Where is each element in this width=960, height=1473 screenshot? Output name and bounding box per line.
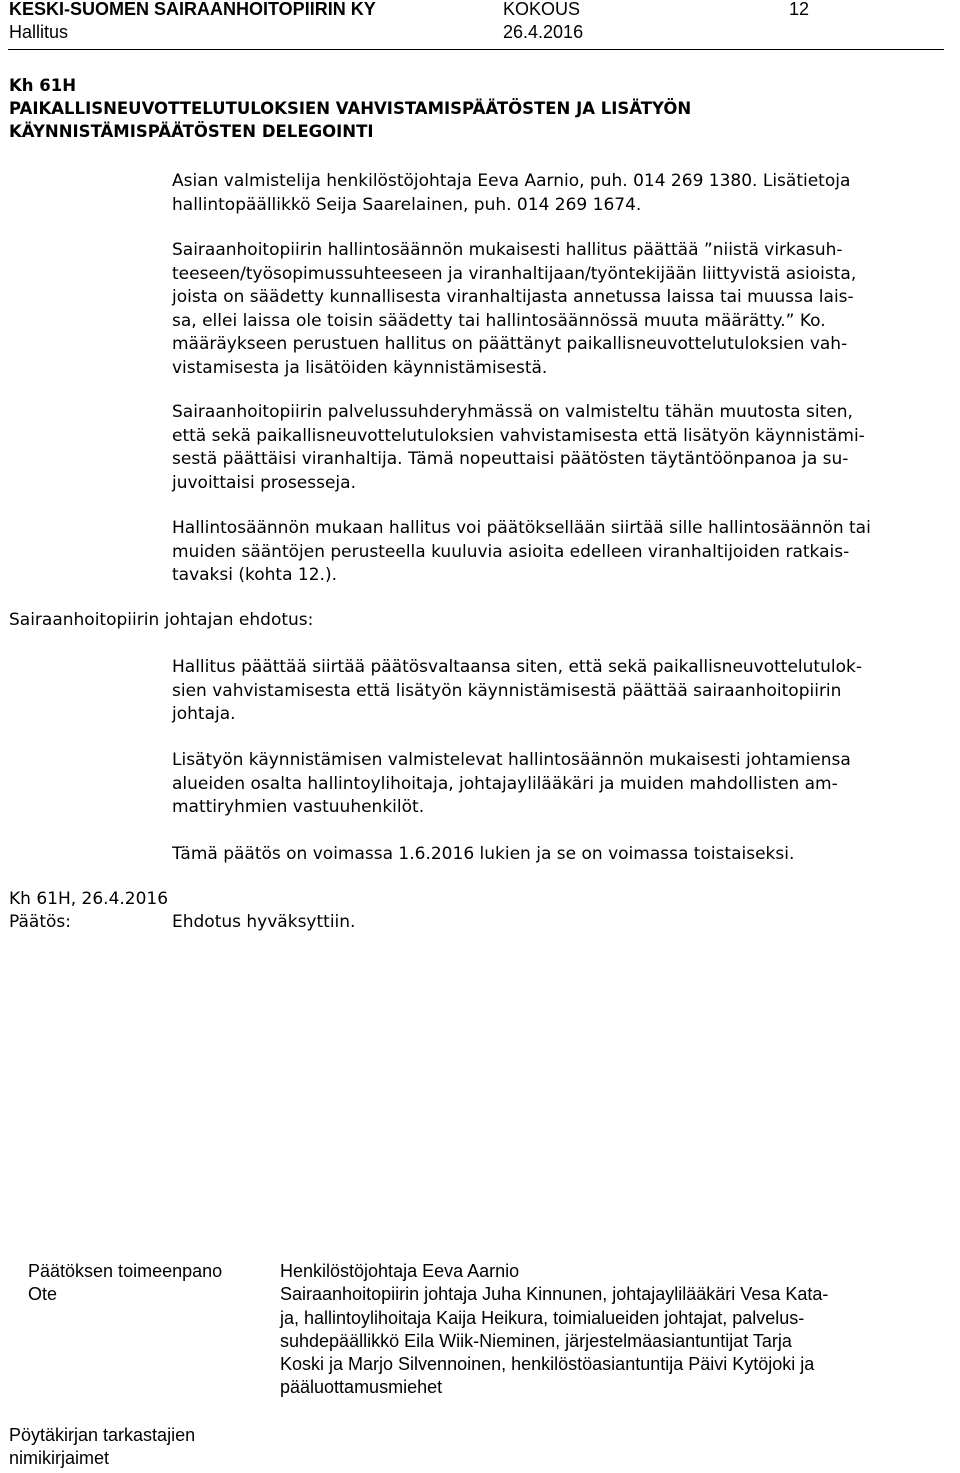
decision-reference: Kh 61H, 26.4.2016 (9, 889, 169, 909)
text-line: sien vahvistamisesta että lisätyön käynnistämisestä päättää sairaanhoitopiirin (172, 680, 842, 701)
text-line: suhdepäällikkö Eila Wiik-Nieminen, järjestelmäasiantuntijat Tarja (280, 1330, 792, 1351)
text-line: Lisätyön käynnistämisen valmistelevat hallintosäännön mukaisesti johtamiensa (172, 750, 851, 770)
text-line: joista on säädetty kunnallisesta viranhaltijasta annetussa laissa tai muussa lais- (172, 287, 854, 307)
section-title-line-1: PAIKALLISNEUVOTTELUTULOKSIEN VAHVISTAMISPÄÄTÖSTEN JA LISÄTYÖN (9, 99, 692, 118)
text-line: että sekä paikallisneuvottelutuloksien vahvistamisesta että lisätyön käynnistämi- (172, 425, 865, 446)
text-line: juvoittaisi prosesseja. (172, 472, 356, 493)
paragraph-preparation (172, 401, 960, 495)
implementation-recipients (280, 1260, 828, 1400)
text-line: muiden sääntöjen perusteella kuuluvia asioita edelleen viranhaltijoiden ratkais- (172, 541, 850, 562)
text-line: Koski ja Marjo Silvennoinen, henkilöstöasiantuntija Päivi Kytöjoki ja (280, 1354, 815, 1375)
proposal-label: Sairaanhoitopiirin johtajan ehdotus: (9, 610, 314, 630)
text-line: Pöytäkirjan tarkastajien (9, 1425, 196, 1445)
paragraph-delegation (172, 517, 960, 588)
reviewers-initials-label (9, 1424, 195, 1471)
text-line: sestä päättäisi viranhaltija. Tämä nopeuttaisi päätösten täytäntöönpanoa ja su- (172, 449, 849, 469)
text-line: nimikirjaimet (9, 1448, 110, 1469)
preparer-info (172, 170, 960, 217)
paragraph-regulation (172, 239, 960, 380)
text-line: tavaksi (kohta 12.). (172, 565, 337, 585)
text-line: Ote (28, 1284, 58, 1305)
text-line: hallintopäällikkö Seija Saarelainen, puh. 014 269 1674. (172, 194, 642, 215)
proposal-paragraph-1 (172, 656, 960, 727)
decision-text: Ehdotus hyväksyttiin. (172, 912, 356, 932)
section-title-line-2: KÄYNNISTÄMISPÄÄTÖSTEN DELEGOINTI (9, 122, 374, 141)
text-line: Hallitus päättää siirtää päätösvaltaansa siten, että sekä paikallisneuvottelutulok- (172, 657, 862, 677)
proposal-paragraph-2 (172, 749, 960, 820)
text-line: määräykseen perustuen hallitus on päättänyt paikallisneuvottelutuloksien vah- (172, 334, 848, 354)
text-line: Hallintosäännön mukaan hallitus voi päätöksellään siirtää sille hallintosäännön tai (172, 518, 871, 538)
text-line: sa, ellei laissa ole toisin säädetty tai hallintosäännössä muuta määrätty.” Ko. (172, 310, 826, 331)
text-line: Henkilöstöjohtaja Eeva Aarnio (280, 1261, 520, 1281)
text-line: ja, hallintoylihoitaja Kaija Heikura, toimialueiden johtajat, palvelus- (280, 1307, 805, 1328)
meeting-type: KOKOUS (503, 0, 581, 19)
text-line: Tämä päätös on voimassa 1.6.2016 lukien ja se on voimassa toistaiseksi. (172, 844, 795, 864)
text-line: Sairaanhoitopiirin hallintosäännön mukaisesti hallitus päättää ”niistä virkasuh- (172, 240, 843, 260)
text-line: Sairaanhoitopiirin johtaja Juha Kinnunen, johtajaylilääkäri Vesa Kata- (280, 1284, 829, 1305)
proposal-paragraph-3 (172, 843, 960, 867)
text-line: pääluottamusmiehet (280, 1377, 443, 1398)
meeting-date: 26.4.2016 (503, 22, 584, 42)
text-line: Asian valmistelija henkilöstöjohtaja Eeva Aarnio, puh. 014 269 1380. Lisätietoja (172, 171, 851, 191)
page-number: 12 (789, 0, 810, 19)
section-number: Kh 61H (9, 76, 77, 95)
text-line: johtaja. (172, 704, 236, 724)
text-line: alueiden osalta hallintoylihoitaja, johtajaylilääkäri ja muiden mahdollisten am- (172, 773, 838, 794)
implementation-label (28, 1260, 222, 1307)
org-name: KESKI-SUOMEN SAIRAANHOITOPIIRIN KY (9, 0, 376, 19)
governing-body: Hallitus (9, 22, 69, 42)
text-line: vistamisesta ja lisätöiden käynnistämisestä. (172, 357, 548, 378)
decision-label: Päätös: (9, 912, 71, 932)
header-divider (8, 49, 944, 50)
text-line: Päätöksen toimeenpano (28, 1261, 223, 1281)
text-line: mattiryhmien vastuuhenkilöt. (172, 797, 425, 817)
text-line: teeseen/työsopimussuhteeseen ja viranhaltijaan/työntekijään liittyvistä asioista, (172, 263, 857, 284)
text-line: Sairaanhoitopiirin palvelussuhderyhmässä on valmisteltu tähän muutosta siten, (172, 402, 853, 422)
